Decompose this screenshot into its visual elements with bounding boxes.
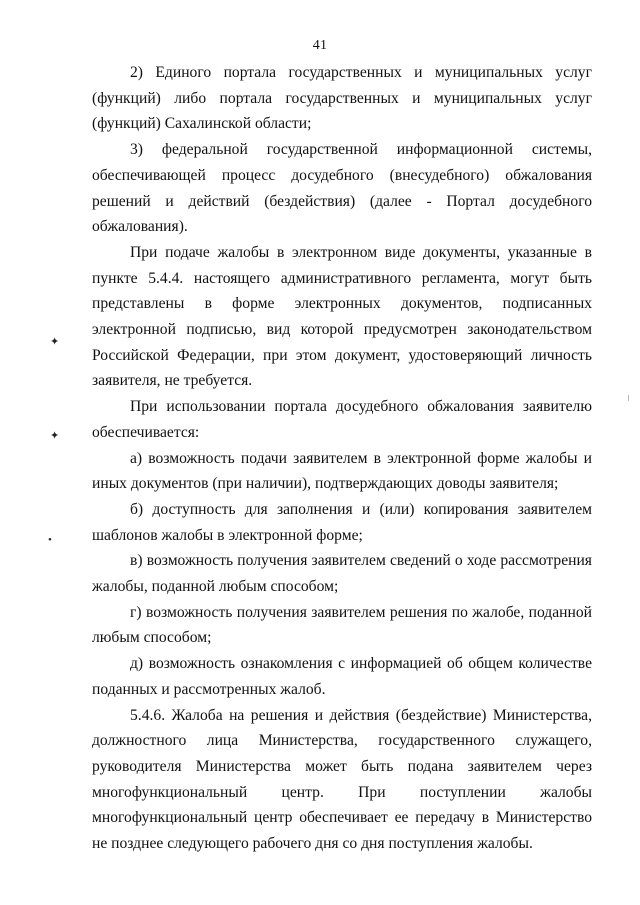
list-item-g: г) возможность получения заявителем решения по жалобе, поданной любым способом; [92, 603, 592, 647]
list-item-b: б) доступность для заполнения и (или) копирования заявителем шаблонов жалобы в электронной форме; [92, 500, 592, 544]
paragraph-electronic-documents: При подаче жалобы в электронном виде документы, указанные в пункте 5.4.4. настоящего административного регламента, могут быть представлены в форме электронных документов, подписанных электронной подписью, вид которой предусмотрен законодательством Российской Федерации, при этом документ, удостоверяющий личность заявителя, не требуется. [92, 243, 592, 390]
page-number: 41 [312, 38, 328, 53]
margin-mark-3: • [48, 534, 52, 546]
paragraph-5-4-6: 5.4.6. Жалоба на решения и действия (бездействие) Министерства, должностного лица Министерства, государственного служащего, руководителя Министерства может быть подана заявителем через многофункциональный центр. При поступлении жалобы многофункциональный центр обеспечивает ее передачу в Министерство не позднее следующего рабочего дня со дня поступления жалобы. [92, 706, 592, 853]
list-item-d: д) возможность ознакомления с информацией об общем количестве поданных и рассмотренных жалоб. [92, 655, 592, 698]
margin-mark-2: ✦ [50, 430, 60, 442]
list-item-a: а) возможность подачи заявителем в электронной форме жалобы и иных документов (при наличии), подтверждающих доводы заявителя; [92, 449, 592, 493]
list-item-v: в) возможность получения заявителем сведений о ходе рассмотрения жалобы, поданной любым способом; [92, 552, 592, 596]
paragraph-item-3: 3) федеральной государственной информационной системы, обеспечивающей процесс досудебного (внесудебного) обжалования решений и действий (бездействия) (далее - Портал досудебного обжалования). [92, 141, 592, 236]
margin-mark-1: ✦ [50, 336, 60, 348]
paragraph-item-2: 2) Единого портала государственных и муниципальных услуг (функций) либо портала государственных и муниципальных услуг (функций) Сахалинской области; [92, 64, 592, 133]
scan-speck [628, 395, 629, 401]
paragraph-portal-provides: При использовании портала досудебного обжалования заявителю обеспечивается: [92, 398, 592, 441]
document-body [92, 60, 592, 857]
